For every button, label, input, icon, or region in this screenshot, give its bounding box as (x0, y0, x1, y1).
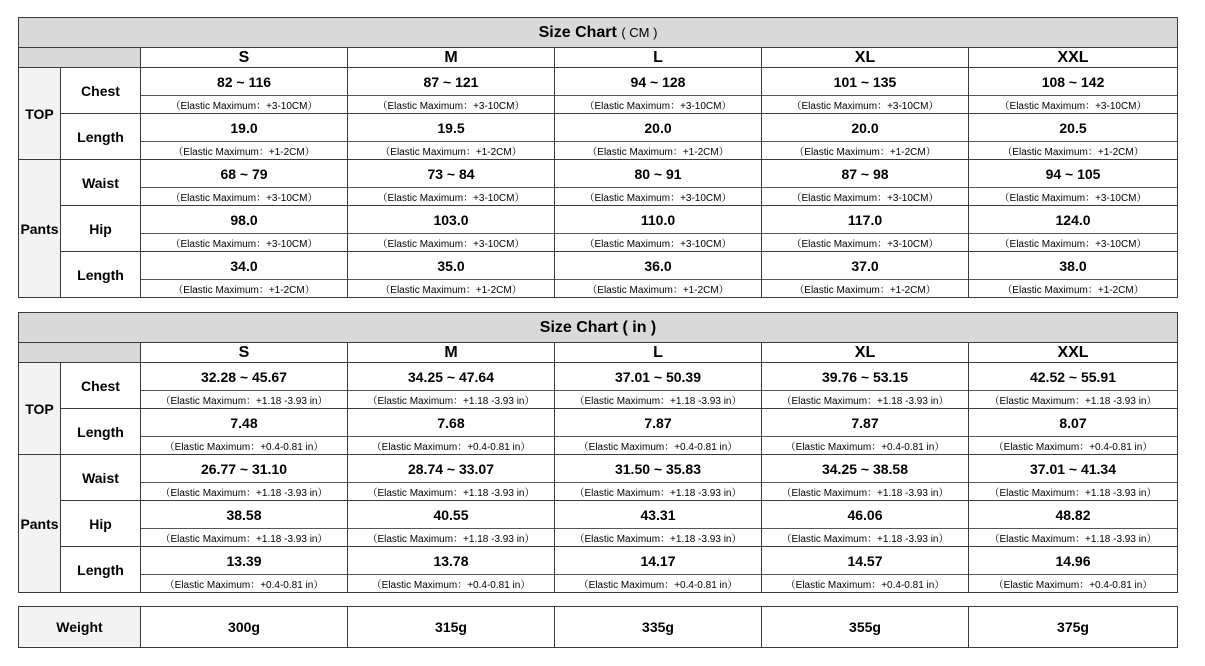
value-cell (762, 114, 969, 160)
value-note: （Elastic Maximum：+1.18 -3.93 in） (762, 528, 968, 546)
value-note: （Elastic Maximum：+1-2CM） (141, 279, 347, 297)
value-main: 20.0 (851, 119, 879, 136)
value-cell (555, 455, 762, 501)
value-note: （Elastic Maximum：+1-2CM） (762, 279, 968, 297)
value-main: 26.77 ~ 31.10 (200, 460, 288, 477)
size-header: M (348, 343, 555, 363)
value-main: 103.0 (433, 211, 469, 228)
group-label-top: TOP (19, 68, 61, 160)
value-cell (969, 455, 1178, 501)
value-main: 37.01 ~ 41.34 (1029, 460, 1117, 477)
value-note: （Elastic Maximum：+1.18 -3.93 in） (348, 390, 554, 408)
header-blank (19, 48, 141, 68)
measure-label: Waist (61, 455, 141, 501)
table-row (19, 68, 1178, 114)
value-note: （Elastic Maximum：+1-2CM） (348, 279, 554, 297)
table-row (19, 547, 1178, 593)
value-main: 98.0 (230, 211, 258, 228)
value-cell (969, 206, 1178, 252)
size-header: L (555, 343, 762, 363)
value-main: 87 ~ 121 (423, 73, 479, 90)
value-main: 14.96 (1055, 552, 1091, 569)
value-cell (555, 206, 762, 252)
value-note: （Elastic Maximum：+3-10CM） (555, 233, 761, 251)
value-main: 20.5 (1059, 119, 1087, 136)
value-cell (969, 409, 1178, 455)
value-cell (762, 501, 969, 547)
value-cell (555, 547, 762, 593)
value-main: 43.31 (640, 506, 676, 523)
value-main: 38.58 (226, 506, 262, 523)
value-note: （Elastic Maximum：+1.18 -3.93 in） (762, 482, 968, 500)
value-main: 101 ~ 135 (833, 73, 897, 90)
value-main: 37.01 ~ 50.39 (614, 368, 702, 385)
value-main: 46.06 (847, 506, 883, 523)
value-cell (348, 160, 555, 206)
value-cell (348, 455, 555, 501)
value-main: 42.52 ~ 55.91 (1029, 368, 1117, 385)
value-cell (348, 206, 555, 252)
value-note: （Elastic Maximum：+3-10CM） (762, 187, 968, 205)
value-note: （Elastic Maximum：+1-2CM） (555, 279, 761, 297)
value-note: （Elastic Maximum：+1.18 -3.93 in） (555, 390, 761, 408)
value-note: （Elastic Maximum：+1-2CM） (348, 141, 554, 159)
value-cell (348, 68, 555, 114)
size-header: XXL (969, 343, 1178, 363)
value-main: 7.48 (230, 414, 258, 431)
size-chart-cm (18, 17, 1177, 298)
value-cell (762, 160, 969, 206)
value-cell (348, 547, 555, 593)
value-note: （Elastic Maximum：+3-10CM） (762, 233, 968, 251)
value-cell (141, 455, 348, 501)
weight-table (18, 606, 1177, 648)
value-cell (348, 363, 555, 409)
size-chart-in (18, 312, 1177, 593)
value-cell (141, 252, 348, 298)
value-cell (141, 68, 348, 114)
value-cell (969, 501, 1178, 547)
value-note: （Elastic Maximum：+3-10CM） (969, 233, 1177, 251)
value-note: （Elastic Maximum：+1.18 -3.93 in） (762, 390, 968, 408)
header-blank (19, 343, 141, 363)
value-note: （Elastic Maximum：+0.4-0.81 in） (348, 436, 554, 454)
value-cell (555, 114, 762, 160)
group-label-top: TOP (19, 363, 61, 455)
value-main: 117.0 (847, 211, 883, 228)
value-note: （Elastic Maximum：+3-10CM） (141, 187, 347, 205)
value-main: 36.0 (644, 257, 672, 274)
value-note: （Elastic Maximum：+3-10CM） (348, 95, 554, 113)
value-cell (969, 114, 1178, 160)
chart-unit: ( CM ) (621, 24, 658, 40)
value-note: （Elastic Maximum：+0.4-0.81 in） (141, 436, 347, 454)
value-note: （Elastic Maximum：+3-10CM） (141, 95, 347, 113)
value-note: （Elastic Maximum：+3-10CM） (969, 187, 1177, 205)
value-note: （Elastic Maximum：+1.18 -3.93 in） (348, 482, 554, 500)
value-cell (555, 501, 762, 547)
value-note: （Elastic Maximum：+1-2CM） (762, 141, 968, 159)
value-cell (762, 206, 969, 252)
value-cell (141, 501, 348, 547)
value-cell (141, 114, 348, 160)
value-main: 7.87 (644, 414, 672, 431)
value-note: （Elastic Maximum：+3-10CM） (555, 95, 761, 113)
value-main: 80 ~ 91 (634, 165, 682, 182)
value-main: 14.57 (847, 552, 883, 569)
group-label-pants: Pants (19, 455, 61, 593)
weight-label: Weight (19, 607, 141, 648)
value-cell (762, 68, 969, 114)
value-main: 20.0 (644, 119, 672, 136)
value-main: 7.68 (437, 414, 465, 431)
value-main: 38.0 (1059, 257, 1087, 274)
value-note: （Elastic Maximum：+1.18 -3.93 in） (555, 528, 761, 546)
value-main: 14.17 (640, 552, 676, 569)
table-row (19, 363, 1178, 409)
chart-title (19, 18, 1178, 48)
value-main: 19.0 (230, 119, 258, 136)
value-note: （Elastic Maximum：+1.18 -3.93 in） (969, 528, 1177, 546)
measure-label: Length (61, 409, 141, 455)
table-row (19, 455, 1178, 501)
chart-title-text: Size Chart (539, 318, 619, 336)
value-note: （Elastic Maximum：+1.18 -3.93 in） (141, 390, 347, 408)
chart-title (19, 313, 1178, 343)
table-row (19, 501, 1178, 547)
table-row (19, 607, 1178, 648)
value-note: （Elastic Maximum：+1-2CM） (141, 141, 347, 159)
value-note: （Elastic Maximum：+1.18 -3.93 in） (141, 482, 347, 500)
size-header: XXL (969, 48, 1178, 68)
measure-label: Hip (61, 501, 141, 547)
table-row (19, 409, 1178, 455)
value-note: （Elastic Maximum：+1-2CM） (969, 141, 1177, 159)
value-main: 7.87 (851, 414, 879, 431)
measure-label: Length (61, 252, 141, 298)
value-main: 28.74 ~ 33.07 (407, 460, 495, 477)
value-note: （Elastic Maximum：+0.4-0.81 in） (762, 574, 968, 592)
table-row (19, 114, 1178, 160)
measure-label: Waist (61, 160, 141, 206)
value-main: 19.5 (437, 119, 465, 136)
value-cell (141, 409, 348, 455)
weight-value: 300g (141, 607, 348, 648)
value-cell (555, 409, 762, 455)
chart-title-text: Size Chart (538, 23, 617, 41)
value-note: （Elastic Maximum：+3-10CM） (969, 95, 1177, 113)
value-cell (762, 547, 969, 593)
value-main: 40.55 (433, 506, 469, 523)
value-note: （Elastic Maximum：+3-10CM） (348, 233, 554, 251)
chart-unit: ( in ) (622, 318, 657, 336)
value-cell (141, 547, 348, 593)
value-cell (762, 363, 969, 409)
value-main: 8.07 (1059, 414, 1087, 431)
measure-label: Hip (61, 206, 141, 252)
size-header: S (141, 48, 348, 68)
value-cell (762, 409, 969, 455)
measure-label: Length (61, 114, 141, 160)
table-row (19, 160, 1178, 206)
value-main: 87 ~ 98 (841, 165, 889, 182)
value-cell (969, 252, 1178, 298)
size-header: XL (762, 48, 969, 68)
value-main: 13.39 (226, 552, 262, 569)
value-note: （Elastic Maximum：+0.4-0.81 in） (969, 436, 1177, 454)
group-label-pants: Pants (19, 160, 61, 298)
value-cell (969, 68, 1178, 114)
value-main: 73 ~ 84 (427, 165, 475, 182)
value-main: 108 ~ 142 (1041, 73, 1105, 90)
value-main: 94 ~ 128 (630, 73, 686, 90)
size-header: M (348, 48, 555, 68)
value-main: 39.76 ~ 53.15 (821, 368, 909, 385)
value-main: 124.0 (1055, 211, 1091, 228)
value-main: 35.0 (437, 257, 465, 274)
value-main: 34.25 ~ 47.64 (407, 368, 495, 385)
value-cell (555, 68, 762, 114)
size-header: XL (762, 343, 969, 363)
value-main: 34.0 (230, 257, 258, 274)
value-cell (969, 363, 1178, 409)
value-main: 37.0 (851, 257, 879, 274)
value-note: （Elastic Maximum：+1.18 -3.93 in） (969, 482, 1177, 500)
value-cell (348, 252, 555, 298)
value-note: （Elastic Maximum：+0.4-0.81 in） (762, 436, 968, 454)
value-note: （Elastic Maximum：+1-2CM） (555, 141, 761, 159)
value-note: （Elastic Maximum：+3-10CM） (555, 187, 761, 205)
measure-label: Chest (61, 363, 141, 409)
value-cell (141, 160, 348, 206)
value-note: （Elastic Maximum：+1.18 -3.93 in） (969, 390, 1177, 408)
value-cell (555, 363, 762, 409)
weight-value: 355g (762, 607, 969, 648)
value-cell (555, 160, 762, 206)
size-header: S (141, 343, 348, 363)
value-note: （Elastic Maximum：+3-10CM） (141, 233, 347, 251)
value-main: 13.78 (433, 552, 469, 569)
value-cell (762, 455, 969, 501)
value-note: （Elastic Maximum：+1.18 -3.93 in） (348, 528, 554, 546)
value-main: 48.82 (1055, 506, 1091, 523)
value-note: （Elastic Maximum：+0.4-0.81 in） (969, 574, 1177, 592)
measure-label: Chest (61, 68, 141, 114)
table-row (19, 252, 1178, 298)
value-cell (141, 206, 348, 252)
value-main: 82 ~ 116 (216, 73, 272, 90)
weight-value: 335g (555, 607, 762, 648)
value-main: 32.28 ~ 45.67 (200, 368, 288, 385)
value-main: 31.50 ~ 35.83 (614, 460, 702, 477)
table-row (19, 206, 1178, 252)
value-cell (969, 160, 1178, 206)
value-cell (348, 501, 555, 547)
value-cell (555, 252, 762, 298)
weight-value: 315g (348, 607, 555, 648)
value-main: 110.0 (640, 211, 676, 228)
value-note: （Elastic Maximum：+3-10CM） (348, 187, 554, 205)
value-note: （Elastic Maximum：+0.4-0.81 in） (141, 574, 347, 592)
value-note: （Elastic Maximum：+0.4-0.81 in） (555, 574, 761, 592)
value-main: 94 ~ 105 (1045, 165, 1101, 182)
value-cell (348, 409, 555, 455)
value-note: （Elastic Maximum：+1.18 -3.93 in） (141, 528, 347, 546)
value-cell (348, 114, 555, 160)
value-cell (762, 252, 969, 298)
size-header: L (555, 48, 762, 68)
value-note: （Elastic Maximum：+0.4-0.81 in） (555, 436, 761, 454)
value-main: 34.25 ~ 38.58 (821, 460, 909, 477)
value-note: （Elastic Maximum：+1-2CM） (969, 279, 1177, 297)
weight-value: 375g (969, 607, 1178, 648)
value-note: （Elastic Maximum：+3-10CM） (762, 95, 968, 113)
value-note: （Elastic Maximum：+1.18 -3.93 in） (555, 482, 761, 500)
value-cell (969, 547, 1178, 593)
value-cell (141, 363, 348, 409)
value-main: 68 ~ 79 (220, 165, 268, 182)
measure-label: Length (61, 547, 141, 593)
value-note: （Elastic Maximum：+0.4-0.81 in） (348, 574, 554, 592)
